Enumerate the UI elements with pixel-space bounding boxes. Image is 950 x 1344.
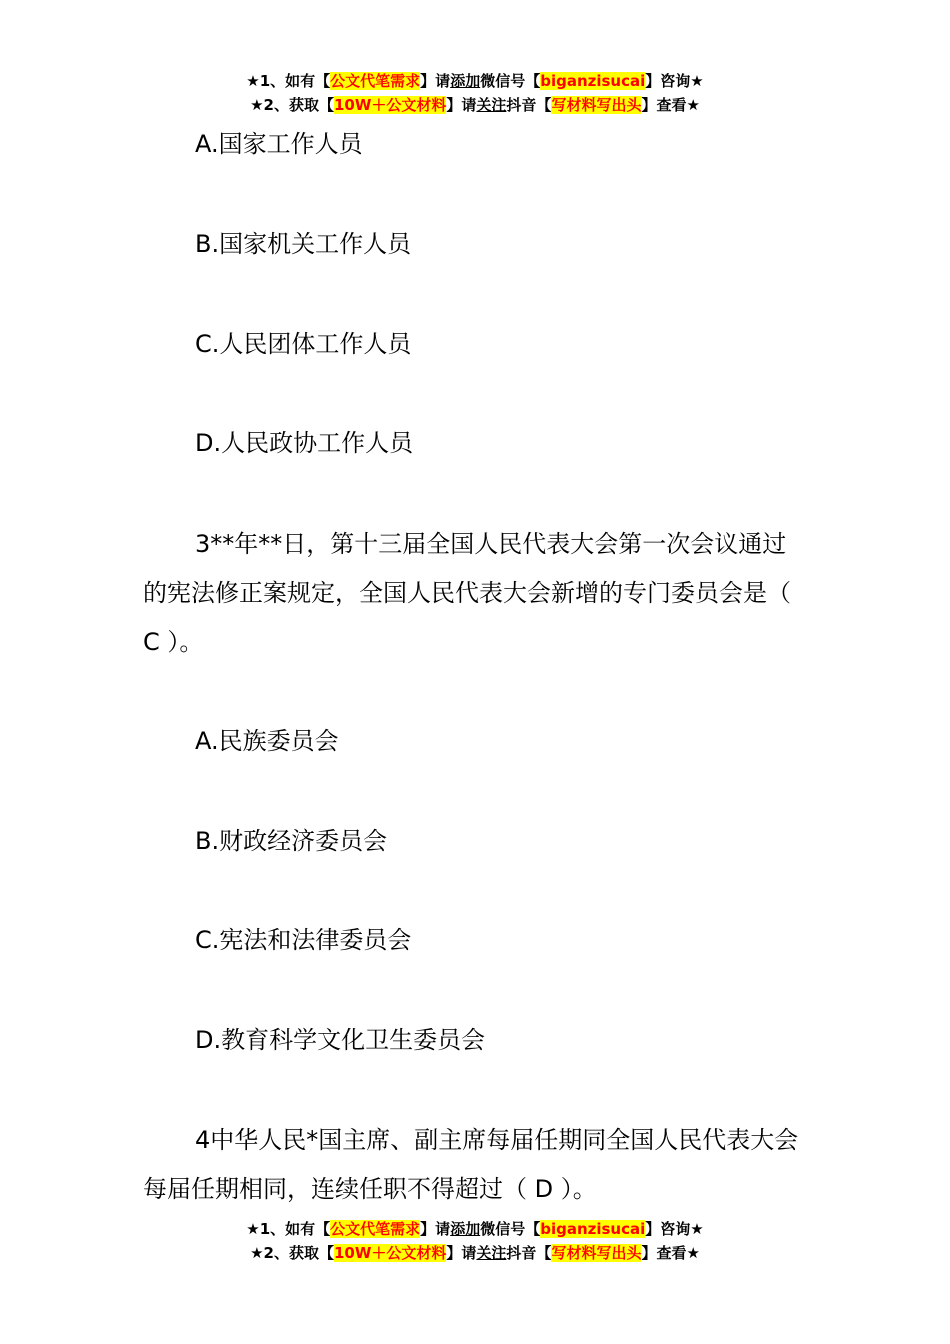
- banner-text: 】查看★: [641, 96, 700, 114]
- q2-option-b: B.国家机关工作人员: [195, 230, 412, 258]
- banner-highlight-douyin-account: 写材料写出头: [551, 96, 642, 114]
- footer-banner-line-2: [0, 1241, 950, 1265]
- banner-underline-add: 添加: [450, 72, 481, 90]
- header-banner-line-2: [0, 93, 950, 117]
- banner-text: 】请: [420, 72, 451, 90]
- banner-text: 】请: [420, 1220, 451, 1238]
- q3-stem: 3**年**日，第十三届全国人民代表大会第一次会议通过的宪法修正案规定，全国人民代表大会新增的专门委员会是（ C ）。: [143, 530, 791, 656]
- banner-highlight-service: 公文代笔需求: [330, 72, 421, 90]
- banner-text: 】请: [446, 96, 477, 114]
- banner-text: 抖音【: [506, 96, 552, 114]
- banner-text: 】咨询★: [645, 1220, 704, 1238]
- banner-text: 抖音【: [506, 1244, 552, 1262]
- banner-text: ★1、如有【: [246, 72, 331, 90]
- banner-text: 微信号【: [480, 1220, 541, 1238]
- banner-text: 】请: [446, 1244, 477, 1262]
- banner-underline-follow: 关注: [476, 96, 507, 114]
- footer-banner-line-1: [0, 1217, 950, 1241]
- banner-highlight-wechat-id: biganzisucai: [540, 72, 646, 90]
- banner-text: 】咨询★: [645, 72, 704, 90]
- banner-highlight-materials: 10W＋公文材料: [333, 96, 447, 114]
- header-banner: [0, 69, 950, 117]
- q3-option-c: C.宪法和法律委员会: [195, 926, 412, 954]
- banner-underline-follow: 关注: [476, 1244, 507, 1262]
- banner-text: 】查看★: [641, 1244, 700, 1262]
- banner-text: ★2、获取【: [250, 96, 334, 114]
- banner-text: 微信号【: [480, 72, 541, 90]
- q2-option-d: D.人民政协工作人员: [195, 429, 414, 457]
- banner-text: ★1、如有【: [246, 1220, 331, 1238]
- q2-option-c: C.人民团体工作人员: [195, 330, 412, 358]
- q3-option-a: A.民族委员会: [195, 727, 339, 755]
- footer-banner: [0, 1217, 950, 1265]
- header-banner-line-1: [0, 69, 950, 93]
- q3-option-d: D.教育科学文化卫生委员会: [195, 1026, 486, 1054]
- banner-text: ★2、获取【: [250, 1244, 334, 1262]
- banner-underline-add: 添加: [450, 1220, 481, 1238]
- q4-stem: 4中华人民*国主席、副主席每届任期同全国人民代表大会每届任期相同，连续任职不得超过（ D ）。: [143, 1126, 799, 1203]
- banner-highlight-douyin-account: 写材料写出头: [551, 1244, 642, 1262]
- banner-highlight-materials: 10W＋公文材料: [333, 1244, 447, 1262]
- banner-highlight-wechat-id: biganzisucai: [540, 1220, 646, 1238]
- banner-highlight-service: 公文代笔需求: [330, 1220, 421, 1238]
- q3-option-b: B.财政经济委员会: [195, 827, 388, 855]
- q2-option-a: A.国家工作人员: [195, 130, 363, 158]
